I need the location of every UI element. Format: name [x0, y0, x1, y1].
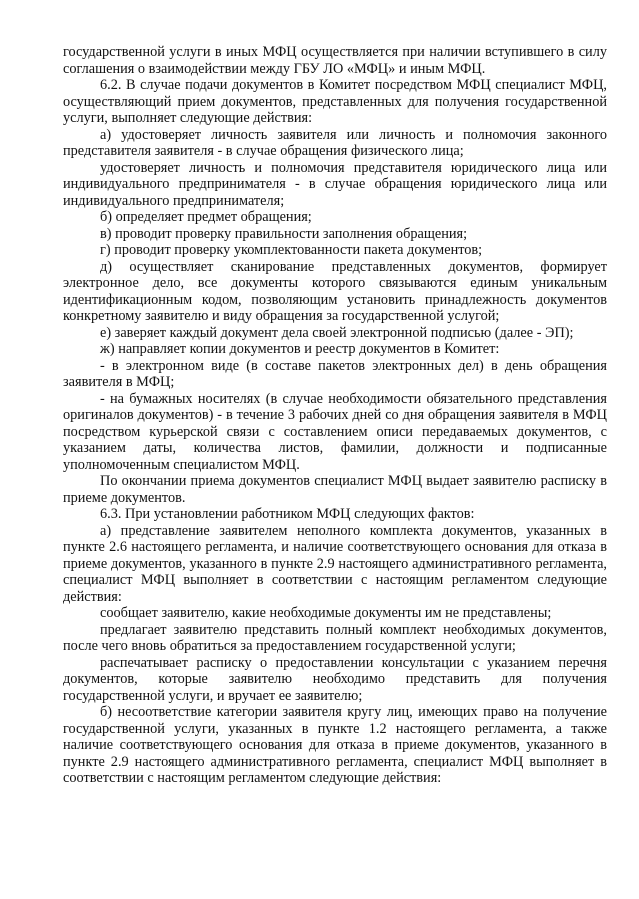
- paragraph-6-2-v: в) проводит проверку правильности заполнения обращения;: [100, 225, 468, 242]
- paragraph-6-3: 6.3. При установлении работником МФЦ следующих фактов:: [100, 506, 475, 522]
- paragraph-paper: - на бумажных носителях (в случае необходимости обязательного представления оригиналов документов) - в течение 3 рабочих дней со дня обращения заявителя в МФЦ посредством курьерской связи с составлением описи передаваемых документов, с указанием даты, количества листов, фамилии, должности и подписанные уполномоченным специалистом МФЦ.: [63, 390, 607, 473]
- paragraph-6-2-a-legal: удостоверяет личность и полномочия представителя юридического лица или индивидуального предпринимателя - в случае обращения юридического лица или индивидуального предпринимателя;: [63, 159, 607, 209]
- paragraph-6-2-b: б) определяет предмет обращения;: [100, 209, 312, 225]
- paragraph-6-2-g: г) проводит проверку укомплектованности пакета документов;: [100, 242, 483, 258]
- paragraph-receipt: По окончании приема документов специалист МФЦ выдает заявителю расписку в приеме документов.: [63, 473, 607, 506]
- paragraph-6-2: 6.2. В случае подачи документов в Комитет посредством МФЦ специалист МФЦ, осуществляющий прием документов, представленных для получения государственной услуги, выполняет следующие действия:: [63, 77, 607, 126]
- paragraph-print: распечатывает расписку о предоставлении консультации с указанием перечня документов, которые заявителю необходимо представить для получения государственной услуги, и вручает ее заявителю;: [63, 654, 607, 704]
- paragraph-propose: предлагает заявителю представить полный комплект необходимых документов, после чего вновь обратиться за предоставлением государственной услуги;: [63, 621, 607, 654]
- paragraph-6-2-d: д) осуществляет сканирование представленных документов, формирует электронное дело, все документы которого связываются единым уникальным идентификационным кодом, позволяющим установить принадлежность документов конкретному заявителю и виду обращения за государственной услугой;: [63, 258, 607, 324]
- paragraph-6-3-a: а) представление заявителем неполного комплекта документов, указанных в пункте 2.6 настоящего регламента, и наличие соответствующего основания для отказа в приеме документов, указанного в пункте 2.9 настоящего административного регламента, специалист МФЦ выполняет в соответствии с настоящим регламентом следующие действия:: [63, 522, 607, 605]
- paragraph-inform: сообщает заявителю, какие необходимые документы им не представлены;: [100, 605, 552, 621]
- paragraph-6-2-e: е) заверяет каждый документ дела своей электронной подписью (далее - ЭП);: [100, 324, 574, 341]
- paragraph-electronic: - в электронном виде (в составе пакетов электронных дел) в день обращения заявителя в МФЦ;: [63, 357, 607, 390]
- paragraph-6-2-zh: ж) направляет копии документов и реестр документов в Комитет:: [100, 341, 500, 357]
- paragraph-6-2-a: а) удостоверяет личность заявителя или личность и полномочия законного представителя заявителя - в случае обращения физического лица;: [63, 126, 607, 159]
- paragraph-6-3-b: б) несоответствие категории заявителя кругу лиц, имеющих право на получение государственной услуги, указанных в пункте 1.2 настоящего регламента, а также наличие соответствующего основания для отказа в приеме документов, указанного в пункте 2.9 настоящего административного регламента, специалист МФЦ выполняет в соответствии с настоящим регламентом следующие действия:: [63, 704, 607, 786]
- paragraph-continuation: государственной услуги в иных МФЦ осуществляется при наличии вступившего в силу соглашения о взаимодействии между ГБУ ЛО «МФЦ» и иным МФЦ.: [63, 44, 607, 77]
- document-page: [63, 44, 607, 787]
